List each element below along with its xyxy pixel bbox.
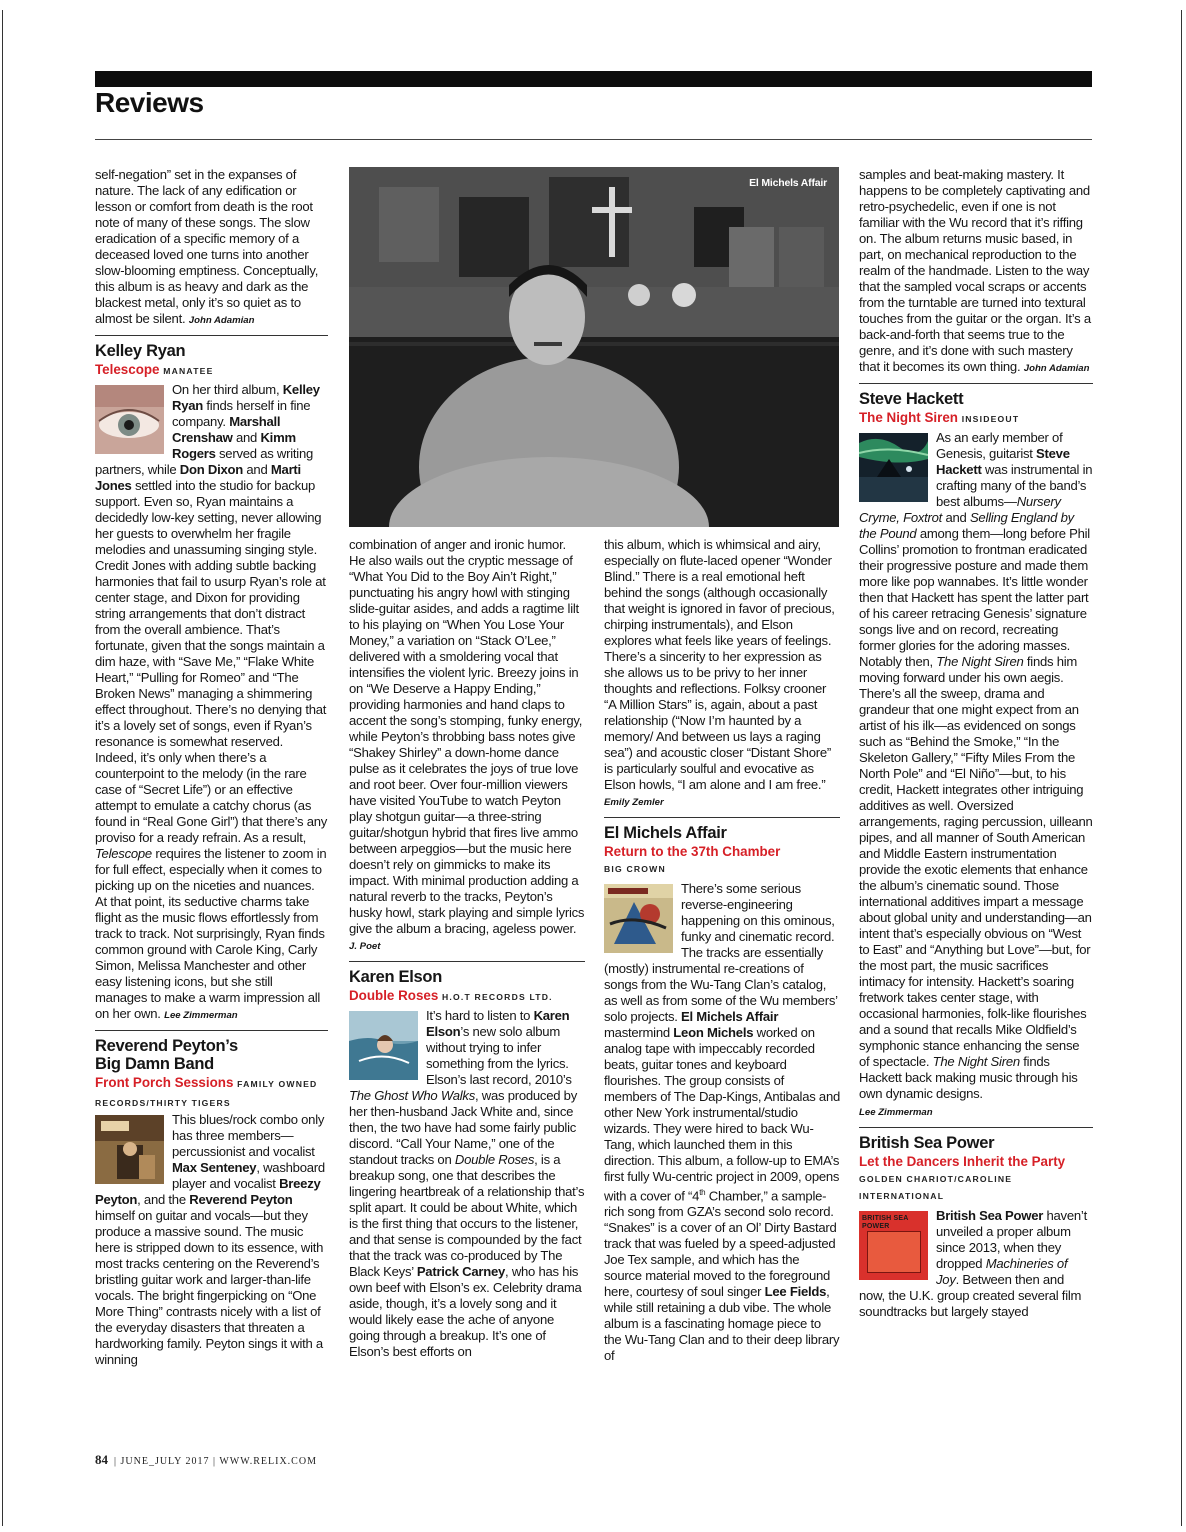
divider bbox=[349, 961, 585, 962]
artist-name: Kelley Ryan bbox=[95, 342, 186, 360]
album-cover-telescope bbox=[95, 385, 164, 454]
album-title: Let the Dancers Inherit the Party bbox=[859, 1154, 1066, 1169]
page-footer bbox=[95, 1452, 317, 1468]
review-text: self-negation” set in the expanses of nature. The lack of any edification or lesson or comfort from death is the root note of many of these songs. The slow eradication of a specific memory of a deceased loved one turns into another slow-blooming emptiness. Conceptually, this album is as heavy and dark as the blackest metal, only it’s so quiet as to almost be silent. bbox=[95, 167, 319, 326]
divider bbox=[95, 335, 328, 336]
artist-name: Reverend Peyton’s Big Damn Band bbox=[95, 1037, 238, 1073]
divider bbox=[859, 383, 1093, 384]
column-2 bbox=[349, 537, 585, 1360]
section-title: Reviews bbox=[95, 87, 204, 118]
album-line bbox=[859, 409, 1093, 428]
review-text: As an early member of Genesis, guitarist Steve Hackett was instrumental in crafting many of the band’s best albums—Nursery Cryme, Foxtrot and Selling England by the Pound among them—long before Phil Collins’ promotion to frontman eradicated their progressive posture and made them more like pop wannabes. It’s little wonder then that Hackett has spent the latter part of his career retracing Genesis’ signature songs live and on record, recreating former glories for the adoring masses. Notably then, The Night Siren finds him moving forward under his own aegis. There’s all the sweep, drama and grandeur that one might expect from an artist of his ilk—as evidenced on songs such as “Behind the Smoke,” “In the Skeleton Gallery,” “Fifty Miles From the North Pole” and “El Niño”—but, to his credit, Hackett integrates other intriguing additives as well. Oversized arrangements, raging percussion, uilleann pipes, and all manner of South American and Middle Eastern instrumentation provide the exotic elements that enhance the album’s cinematic sound. Those international additives impart a message about global unity and understanding—an intent that’s especially obvious on “West to East” and “Anything but Love”—but, for the most part, the music sacrifices intimacy for intensity. Hackett’s soaring fretwork takes center stage, with occasional harmonies, folk-like flourishes and a sound that recalls Mike Oldfield’s symphonic stance enhancing the sense of spectacle. The Night Siren finds Hackett back making music through his own dynamic designs. bbox=[859, 430, 1093, 1101]
album-line bbox=[349, 987, 585, 1006]
review-text: There’s some serious reverse-engineering happening on this ominous, funky and cinematic record. The tracks are essentially (mostly) instrumental re-creations of songs from the Wu-Tang Clan’s catalog, as well as from some of the Wu members’ solo projects. El Michels Affair mastermind Leon Michels worked on analog tape with impeccably recorded beats, guitar tones and keyboard flourishes. The group consists of members of The Dap-Kings, Antibalas and other New York instrumental/studio wizards. They were hired to back Wu-Tang, which launched them in this direction. This album, a follow-up to EMA’s first fully Wu-centric project in 2009, opens with a cover of “4th Chamber,” a sample-rich song from GZA’s second solo record. “Snakes” is a cover of an Ol’ Dirty Bastard track that was fueled by a speed-adjusted Joe Tex sample, and which has the source material moved to the foreground here, courtesy of soul singer Lee Fields, while still retaining a dub vibe. The whole album is a fascinating homage piece to the Wu-Tang Clan and to their deep library of bbox=[604, 881, 841, 1364]
review-text: On her third album, Kelley Ryan finds herself in fine company. Marshall Crenshaw and Kimm Rogers served as writing partners, while Don Dixon and Marti Jones settled into the studio for backup support. Even so, Ryan maintains a decidedly low-key setting, never allowing her guests to overwhelm her fragile melodies and unassuming singing style. Credit Jones with adding subtle backing harmonies that fail to usurp Ryan’s role at center stage, and Dixon for providing string arrangements that don’t distract from the overall ambience. That’s fortunate, given that the songs maintain a dim haze, with “Save Me,” “Flake White Heart,” “Pulling for Romeo” and “The Broken News” managing a shimmering effect throughout. There’s no denying that it’s a lovely set of songs, even if Ryan’s resonance is somewhat reserved. Indeed, it’s only when there’s a counterpoint to the melody (in the rare case of “Secret Life”) or an effective attempt to emulate a catchy chorus (as found in “Real Gone Girl”) that there’s any proviso for a ready refrain. As a result, Telescope requires the listener to zoom in for full effect, especially when it comes to picking up on the niceties and nuances. At that point, its seductive charms take flight as the music flows effortlessly from track to track. Not surprisingly, Ryan finds common ground with Carole King, Carly Simon, Melissa Manchester and other easy listening icons, but she still manages to make a warm impression all on her own. Lee Zimmerman bbox=[95, 382, 328, 1021]
record-label: GOLDEN CHARIOT/CAROLINE INTERNATIONAL bbox=[859, 1174, 1013, 1201]
header-rule bbox=[95, 139, 1092, 140]
byline: Emily Zemler bbox=[604, 797, 664, 808]
album-line bbox=[95, 361, 328, 380]
record-label: BIG CROWN bbox=[604, 864, 666, 874]
artist-name: Karen Elson bbox=[349, 968, 442, 986]
album-cover-double-roses bbox=[349, 1011, 418, 1080]
album-line bbox=[859, 1153, 1093, 1170]
artist-name: El Michels Affair bbox=[604, 824, 727, 842]
artist-name: Steve Hackett bbox=[859, 390, 964, 408]
divider bbox=[604, 817, 840, 818]
record-label: MANATEE bbox=[163, 366, 214, 376]
page-edge-right bbox=[1181, 10, 1182, 1526]
cover-band-name: BRITISH SEA POWER bbox=[862, 1215, 909, 1230]
review-text: It’s hard to listen to Karen Elson’s new solo album without trying to infer something from the lyrics. Elson’s last record, 2010’s The Ghost Who Walks, was produced by her then-husband Jack White and, since then, the two have had some fairly public discord. “Call Your Name,” one of the standout tracks on Double Roses, is a breakup song, one that describes the lingering heartbreak of a relationship that’s split apart. It could be about White, which is the first thing that occurs to the listener, and that sense is compounded by the fact that the track was co-produced by The Black Keys’ Patrick Carney, who has his own beef with Elson’s ex. Celebrity drama aside, though, it’s a lovely song and it would likely ease the ache of anyone going through a breakup. It’s one of Elson’s best efforts on bbox=[349, 1008, 585, 1359]
label-line bbox=[604, 860, 840, 877]
page-number: 84 bbox=[95, 1452, 108, 1467]
album-title: Double Roses bbox=[349, 988, 439, 1003]
review-text: This blues/rock combo only has three members—percussionist and vocalist Max Senteney, washboard player and vocalist Breezy Peyton, and the Reverend Peyton himself on guitar and vocals—but they produce a massive sound. The music here is stripped down to its essence, with most tracks centering on the Reverend’s bristling guitar work and larger-than-life vocals. The bright fingerpicking on “One More Thing” contrasts nicely with a list of the everyday disasters that threaten a hardworking family. Peyton sings it with a winning bbox=[95, 1112, 325, 1367]
divider bbox=[859, 1127, 1093, 1128]
album-title: Return to the 37th Chamber bbox=[604, 844, 781, 859]
byline: John Adamian bbox=[188, 315, 255, 326]
album-title: Telescope bbox=[95, 362, 160, 377]
byline: John Adamian bbox=[1023, 363, 1090, 374]
album-cover-front-porch-sessions bbox=[95, 1115, 164, 1184]
album-title: Front Porch Sessions bbox=[95, 1075, 234, 1090]
album-cover-let-the-dancers-inherit-the-party bbox=[859, 1211, 928, 1280]
record-label: H.O.T RECORDS LTD. bbox=[442, 992, 553, 1002]
review-intro-continued bbox=[95, 167, 328, 329]
cover-art-block bbox=[867, 1231, 921, 1273]
byline: J. Poet bbox=[349, 941, 381, 952]
header-bar bbox=[95, 71, 1092, 87]
album-line bbox=[604, 843, 840, 860]
page-edge-left bbox=[2, 10, 3, 1526]
photo-caption: El Michels Affair bbox=[749, 177, 827, 189]
label-line bbox=[859, 1170, 1049, 1204]
review-text: samples and beat-making mastery. It happens to be completely captivating and retro-psychedelic, even if one is not familiar with the Wu record that it’s riffing on. The album returns music based, in part, on mechanical reproduction to the realm of the handmade. Listen to the way that the sampled vocal scraps or accents from the turntable are turned into textural touches from the guitar or the organ. It’s a back-and-forth that seems true to the genre, and it’s done with such mastery that it becomes its own thing. John Adamian bbox=[859, 167, 1091, 374]
album-cover-the-night-siren bbox=[859, 433, 928, 502]
column-1 bbox=[95, 167, 328, 1368]
byline: Lee Zimmerman bbox=[164, 1010, 238, 1021]
review-text: combination of anger and ironic humor. He also wails out the cryptic message of “What You Did to the Boy Ain’t Right,” punctuating his angry howl with stinging slide-guitar asides, and adds a ragtime lilt to his playing on “When You Lose Your Money,” a variation on “Stack O’Lee,” delivered with a smoldering vocal that intensifies the violent lyric. Breezy joins in on “We Deserve a Happy Ending,” providing harmonies and hand claps to accent the song’s stomping, funky energy, while Peyton’s throbbing bass notes give “Shakey Shirley” a down-home dance pulse as it celebrates the joys of true love and root beer. Over four-million viewers have visited YouTube to watch Peyton play shotgun guitar—a three-string guitar/shotgun hybrid that fires live ammo between arpeggios—but the music here doesn’t rely on gimmicks to make its impact. With minimal production adding a natural reverb to the tracks, Peyton’s husky howl, stark playing and simple lyrics give the album a bracing, ageless power. J. Poet bbox=[349, 537, 585, 952]
byline-line bbox=[859, 1103, 1093, 1121]
record-label: FAMILY OWNED RECORDS/THIRTY TIGERS bbox=[95, 1079, 318, 1108]
artist-photo bbox=[349, 167, 839, 527]
record-label: INSIDEOUT bbox=[961, 414, 1020, 424]
artist-photo-illustration bbox=[349, 167, 839, 527]
album-title: The Night Siren bbox=[859, 410, 958, 425]
review-text: this album, which is whimsical and airy, especially on flute-laced opener “Wonder Blind.” There is a real emotional heft behind the songs (although occasionally that weight is ignored in favor of precious, chirping instrumentals), and Elson explores what feels like years of feelings. There’s a sincerity to her expression as she allows us to be privy to her inner thoughts and reflections. Folksy crooner “A Million Stars” is, again, about a past relationship (“Now I’m haunted by a memory/ And between us lays a raging sea”) and acoustic closer “Distant Shore” is particularly soulful and evocative as Elson howls, “I am alone and I am free.” Emily Zemler bbox=[604, 537, 835, 808]
divider bbox=[95, 1030, 328, 1031]
byline: Lee Zimmerman bbox=[859, 1107, 933, 1118]
issue-info: | JUNE_JULY 2017 | WWW.RELIX.COM bbox=[114, 1456, 317, 1467]
album-cover-return-to-the-37th-chamber bbox=[604, 884, 673, 953]
album-line bbox=[95, 1074, 328, 1112]
column-3 bbox=[604, 537, 840, 1364]
review-text: British Sea Power haven’t unveiled a proper album since 2013, when they dropped Machineries of Joy. Between then and now, the U.K. group created several film soundtracks but largely stayed bbox=[859, 1208, 1087, 1319]
column-4 bbox=[859, 167, 1093, 1320]
artist-name: British Sea Power bbox=[859, 1134, 995, 1152]
